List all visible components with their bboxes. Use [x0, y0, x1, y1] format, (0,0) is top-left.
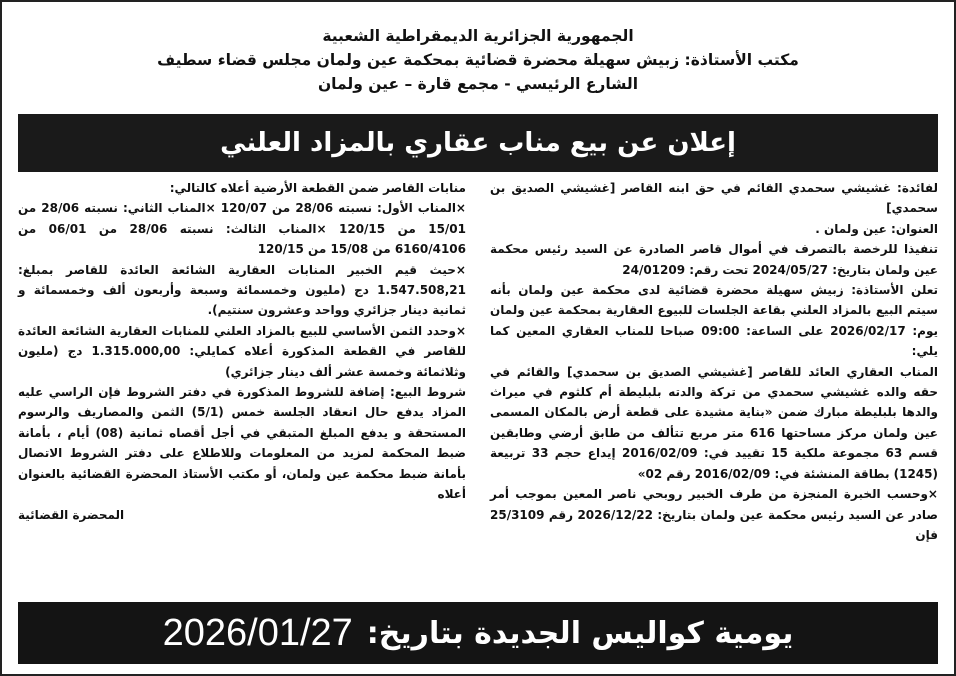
header-office: مكتب الأستاذة: زبيش سهيلة محضرة قضائية بمحكمة عين ولمان مجلس قضاء سطيف: [157, 51, 799, 69]
right-column: [490, 178, 938, 596]
left-column: [18, 178, 466, 596]
header: [2, 2, 954, 96]
announcement-paragraph: تعلن الأستاذة: زبيش سهيلة محضرة قضائية لدى محكمة عين ولمان بأنه سيتم البيع بالمزاد العلني بقاعة الجلسات للبيوع العقارية بمحكمة عين ولمان يوم: 2026/02/17 على الساعة: 09:00 صباحا للمناب العقاري المعين كما يلي:: [490, 283, 938, 359]
base-price-paragraph: ×وحدد الثمن الأساسي للبيع بالمزاد العلني للمنابات العقارية الشائعة العائدة للقاصر في القطعة المذكورة أعلاه كمايلي: 1.315.000,00 دج (مليون وثلاثمائة وخمسة عشر ألف دينار جزائري): [18, 323, 467, 379]
beneficiary-paragraph: لفائدة: غشيشي سحمدي القائم في حق ابنه القاصر [غشيشي الصديق بن سحمدي]: [490, 181, 938, 216]
notice-body: [18, 178, 938, 596]
sale-conditions-paragraph: شروط البيع: إضافة للشروط المذكورة في دفتر الشروط فإن الراسي عليه المزاد يدفع حال انعقاد الجلسة خمس (5/1) الثمن والمصاريف والرسوم المستحقة و يدفع المبلغ المتبقي في أجل أقصاه ثمانية (08) أيام ، بأمانة ضبط المحكمة لمزيد من المعلومات وللاطلاع على دفتر الشروط الاتصال بأمانة ضبط محكمة عين ولمان، أو مكتب الأستاذ المحضرة القضائية بالعنوان أعلاه: [18, 385, 467, 502]
notice-title: إعلان عن بيع مناب عقاري بالمزاد العلني: [220, 128, 736, 158]
footer-banner: [18, 602, 938, 664]
header-address: الشارع الرئيسي - مجمع قارة – عين ولمان: [317, 75, 639, 93]
signature: المحضرة القضائية: [18, 507, 125, 522]
shares-heading: منابات القاصر ضمن القطعة الأرضية أعلاه كالتالي:: [169, 181, 466, 195]
footer-label: يومية كواليس الجديدة بتاريخ:: [366, 615, 794, 651]
title-banner: [18, 114, 938, 172]
shares-list: ×المناب الأول: نسبته 28/06 من 120/07 ×المناب الثاني: نسبته 28/06 من 15/01 من 120/15 ×المناب الثالث: نسبته 28/06 من 06/01 من 6160/4106 من 15/08 من 120/15: [18, 201, 466, 257]
address-paragraph: العنوان: عين ولمان .: [815, 221, 938, 236]
footer-date: 2026/01/27: [162, 611, 353, 654]
expertise-paragraph: ×وحسب الخبرة المنجزة من طرف الخبير روبحي ناصر المعين بموجب أمر صادر عن السيد رئيس محكمة عين ولمان بتاريخ: 2026/12/22 رقم 25/3109 فإن: [490, 487, 938, 542]
authorization-paragraph: تنفيذا للرخصة بالتصرف في أموال قاصر الصادرة عن السيد رئيس محكمة عين ولمان بتاريخ: 2024/05/27 تحت رقم: 24/01209: [490, 242, 938, 277]
header-country: الجمهورية الجزائرية الديمقراطية الشعبية: [322, 27, 634, 45]
valuation-paragraph: ×حيث قيم الخبير المنابات العقارية الشائعة العائدة للقاصر بمبلغ: 1.547.508,21 دج (مليون وخمسمائة وسبعة وأربعون ألف وخمسمائة و ثمانية دينار جزائري وواحد وعشرون سنتيم).: [18, 262, 466, 318]
property-description-paragraph: المناب العقاري العائد للقاصر [غشيشي الصديق بن سحمدي] والقائم في حقه والده غشيشي سحمدي من تركة والدته بلبليطة أم كلثوم في ميراث والدها بلبليطة مبارك ضمن «بناية مشيدة على قطعة أرض بالمكان المسمى عين ولمان مركز مساحتها 616 متر مربع تتألف من طابق أرضي وطابقين قسم 63 مجموعة ملكية 15 تقييد في: 2016/02/09 إيداع حجم 33 تربيعة (1245) بطاقة المنشئة في: 2016/02/09 رقم 02»: [490, 364, 938, 481]
